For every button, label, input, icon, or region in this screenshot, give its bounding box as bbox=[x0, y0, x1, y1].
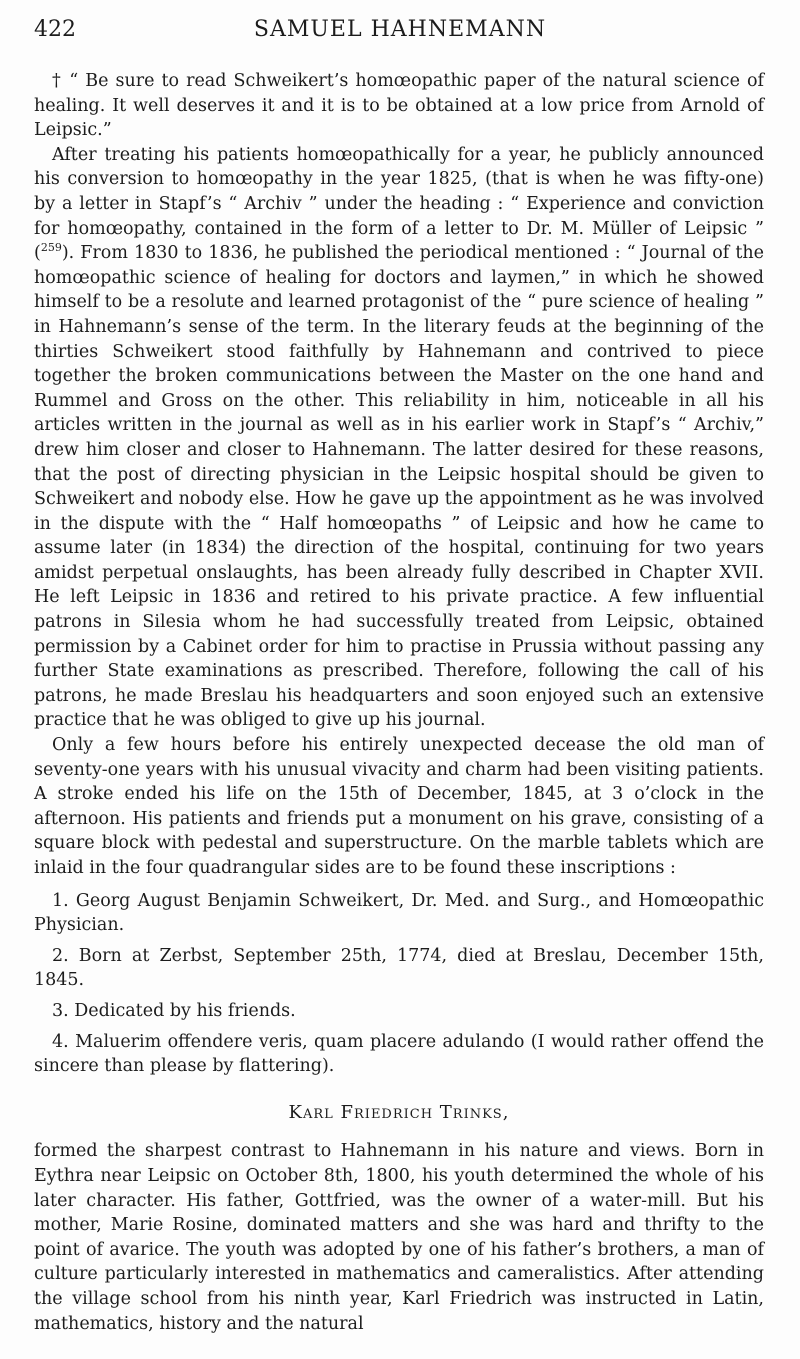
page-number: 422 bbox=[34, 17, 76, 42]
section-heading: Karl Friedrich Trinks, bbox=[288, 1101, 510, 1123]
paragraph-conversion-end: ). From 1830 to 1836, he published the periodical mentioned : “ Journal of the homœopathic science of healing for doctors and laymen,” in which he showed himself to be a resolute and learned protagonist of the “ pure science of healing ” in Hahnemann’s sense of the term. In the literary feuds at the beginning of the thirties Schweikert stood faithfully by Hahnemann and contrived to piece together the broken communications between the Master on the one hand and Rummel and Gross on the other. This reliability in him, noticeable in all his articles written in the journal as well as in his earlier work in Stapf’s “ Archiv,” drew him closer and closer to Hahnemann. The latter desired for these reasons, that the post of directing physician in the Leipsic hospital should be given to Schweikert and nobody else. How he gave up the appointment as he was involved in the dispute with the “ Half homœopaths ” of Leipsic and how he came to assume later (in 1834) the direction of the hospital, continuing for two years amidst perpetual onslaughts, has been already fully described in Chapter XVII. He left Leipsic in 1836 and retired to his private practice. A few influential patrons in Silesia whom he had successfully treated from Leipsic, obtained permission by a Cabinet order for him to practise in Prussia without passing any further State examinations as prescribed. Therefore, following the call of his patrons, he made Breslau his headquarters and soon enjoyed such an extensive practice that he was obliged to give up his journal. bbox=[34, 243, 764, 731]
reference-number: 259 bbox=[40, 241, 62, 255]
paragraph-death: Only a few hours before his entirely unexpected decease the old man of seventy-one years with his unusual vivacity and charm had been visiting patients. A stroke ended his life on the 15th of December, 1845, at 3 o’clock in the afternoon. His patients and friends put a monument on his grave, consisting of a square block with pedestal and superstructure. On the marble tablets which are inlaid in the four quadrangular sides are to be found these inscriptions : bbox=[34, 735, 764, 878]
inscription-4: 4. Maluerim offendere veris, quam placere adulando (I would rather offend the sincere than please by flattering). bbox=[34, 1031, 764, 1077]
inscription-2: 2. Born at Zerbst, September 25th, 1774, died at Breslau, December 15th, 1845. bbox=[34, 945, 764, 991]
footnote: † “ Be sure to read Schweikert’s homœopathic paper of the natural science of healing. It well deserves it and it is to be obtained at a low price from Arnold of Leipsic.” bbox=[34, 71, 764, 141]
paragraph-conversion bbox=[34, 143, 764, 733]
paragraph-conversion-start: After treating his patients homœopathically for a year, he publicly announced his conversion to homœopathy in the year 1825, (that is when he was fifty-one) by a letter in Stapf’s “ Archiv ” under the heading : “ Experience and conviction for homœopathy, contained in the form of a letter to Dr. M. Müller of Leipsic ” ( bbox=[34, 144, 764, 264]
running-title: SAMUEL HAHNEMANN bbox=[253, 17, 547, 42]
paragraph-trinks: formed the sharpest contrast to Hahnemann in his nature and views. Born in Eythra near Leipsic on October 8th, 1800, his youth determined the whole of his later character. His father, Gottfried, was the owner of a water-mill. But his mother, Marie Rosine, dominated matters and she was hard and thrifty to the point of avarice. The youth was adopted by one of his father’s brothers, a man of culture particularly interested in mathematics and cameralistics. After attending the village school from his ninth year, Karl Friedrich was instructed in Latin, mathematics, history and the natural bbox=[34, 1141, 764, 1334]
inscription-3: 3. Dedicated by his friends. bbox=[52, 1000, 296, 1021]
body-text bbox=[34, 69, 764, 1336]
inscription-1: 1. Georg August Benjamin Schweikert, Dr. Med. and Surg., and Homœopathic Physician. bbox=[34, 890, 764, 936]
